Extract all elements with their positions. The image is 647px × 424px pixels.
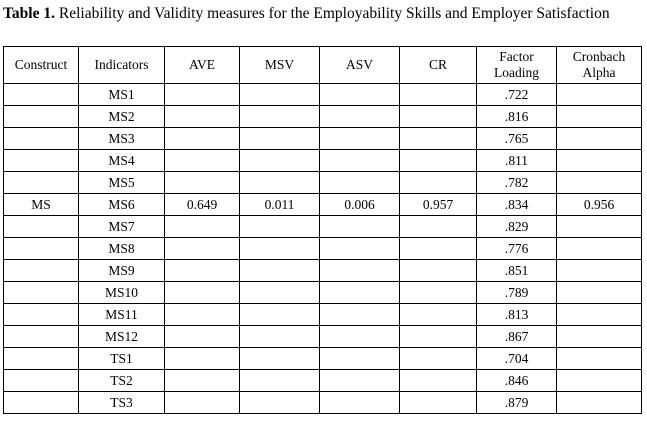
cell-cr <box>400 282 477 304</box>
cell-factor-loading: .867 <box>477 326 557 348</box>
cell-ave <box>165 106 240 128</box>
cell-msv <box>240 370 320 392</box>
cell-ave <box>165 150 240 172</box>
table-row <box>4 84 642 106</box>
cell-construct <box>4 326 79 348</box>
cell-indicator: MS10 <box>79 282 165 304</box>
cell-cr <box>400 304 477 326</box>
cell-cr <box>400 84 477 106</box>
cell-ave <box>165 282 240 304</box>
table-label: Table 1. <box>3 5 55 22</box>
table-title: Reliability and Validity measures for the Employability Skills and Employer Satisfaction <box>54 5 610 22</box>
cell-factor-loading: .851 <box>477 260 557 282</box>
cell-factor-loading: .811 <box>477 150 557 172</box>
cell-factor-loading: .846 <box>477 370 557 392</box>
cell-indicator: MS5 <box>79 172 165 194</box>
cell-cr <box>400 348 477 370</box>
cell-msv <box>240 392 320 414</box>
cell-factor-loading: .829 <box>477 216 557 238</box>
header-asv: ASV <box>320 47 400 84</box>
cell-ave <box>165 304 240 326</box>
cell-construct <box>4 172 79 194</box>
cell-indicator: MS7 <box>79 216 165 238</box>
cell-asv <box>320 150 400 172</box>
reliability-validity-table <box>3 46 642 414</box>
cell-asv <box>320 260 400 282</box>
cell-msv <box>240 150 320 172</box>
cell-cr <box>400 260 477 282</box>
table-row <box>4 194 642 216</box>
cell-msv <box>240 128 320 150</box>
cell-msv <box>240 106 320 128</box>
table-row <box>4 282 642 304</box>
cell-cr <box>400 370 477 392</box>
cell-indicator: TS1 <box>79 348 165 370</box>
cell-factor-loading: .782 <box>477 172 557 194</box>
cell-cronbach-alpha <box>557 238 642 260</box>
cell-msv <box>240 260 320 282</box>
cell-construct <box>4 282 79 304</box>
header-factor-loading-line1: Factor <box>499 49 534 64</box>
cell-cr <box>400 216 477 238</box>
cell-indicator: MS2 <box>79 106 165 128</box>
cell-cronbach-alpha <box>557 304 642 326</box>
cell-cronbach-alpha <box>557 282 642 304</box>
cell-cr <box>400 392 477 414</box>
cell-factor-loading: .834 <box>477 194 557 216</box>
cell-cr <box>400 172 477 194</box>
cell-indicator: MS8 <box>79 238 165 260</box>
cell-factor-loading: .789 <box>477 282 557 304</box>
cell-cronbach-alpha <box>557 106 642 128</box>
cell-cronbach-alpha <box>557 128 642 150</box>
cell-construct <box>4 128 79 150</box>
cell-factor-loading: .765 <box>477 128 557 150</box>
table-row <box>4 238 642 260</box>
cell-asv <box>320 84 400 106</box>
header-msv: MSV <box>240 47 320 84</box>
cell-asv <box>320 238 400 260</box>
cell-asv <box>320 216 400 238</box>
cell-construct <box>4 348 79 370</box>
cell-construct: MS <box>4 194 79 216</box>
cell-construct <box>4 238 79 260</box>
cell-ave <box>165 392 240 414</box>
cell-cronbach-alpha <box>557 348 642 370</box>
table-body <box>4 84 642 414</box>
table-row <box>4 260 642 282</box>
cell-construct <box>4 392 79 414</box>
table-row <box>4 348 642 370</box>
cell-cronbach-alpha <box>557 392 642 414</box>
cell-cronbach-alpha <box>557 216 642 238</box>
header-construct: Construct <box>4 47 79 84</box>
cell-indicator: MS3 <box>79 128 165 150</box>
cell-cr: 0.957 <box>400 194 477 216</box>
header-factor-loading-line2: Loading <box>494 65 539 80</box>
cell-ave <box>165 238 240 260</box>
cell-cr <box>400 326 477 348</box>
table-row <box>4 392 642 414</box>
cell-asv <box>320 348 400 370</box>
cell-asv <box>320 172 400 194</box>
cell-ave <box>165 84 240 106</box>
table-row <box>4 150 642 172</box>
cell-factor-loading: .816 <box>477 106 557 128</box>
table-row <box>4 106 642 128</box>
header-cronbach-alpha <box>557 47 642 84</box>
cell-cronbach-alpha <box>557 172 642 194</box>
cell-cr <box>400 150 477 172</box>
cell-ave <box>165 326 240 348</box>
cell-ave <box>165 216 240 238</box>
cell-asv <box>320 282 400 304</box>
table-row <box>4 128 642 150</box>
cell-cronbach-alpha <box>557 150 642 172</box>
cell-indicator: MS6 <box>79 194 165 216</box>
cell-ave <box>165 348 240 370</box>
cell-ave: 0.649 <box>165 194 240 216</box>
cell-asv: 0.006 <box>320 194 400 216</box>
cell-asv <box>320 106 400 128</box>
cell-msv <box>240 326 320 348</box>
cell-msv <box>240 282 320 304</box>
cell-indicator: TS2 <box>79 370 165 392</box>
cell-ave <box>165 260 240 282</box>
cell-asv <box>320 128 400 150</box>
header-factor-loading <box>477 47 557 84</box>
cell-ave <box>165 370 240 392</box>
cell-indicator: MS12 <box>79 326 165 348</box>
table-row <box>4 370 642 392</box>
header-row <box>4 47 642 84</box>
cell-msv <box>240 304 320 326</box>
table-caption <box>3 4 641 23</box>
cell-indicator: MS11 <box>79 304 165 326</box>
cell-construct <box>4 216 79 238</box>
header-indicators: Indicators <box>79 47 165 84</box>
cell-cronbach-alpha <box>557 260 642 282</box>
cell-msv <box>240 216 320 238</box>
cell-asv <box>320 326 400 348</box>
cell-cr <box>400 128 477 150</box>
cell-construct <box>4 370 79 392</box>
cell-indicator: TS3 <box>79 392 165 414</box>
cell-indicator: MS4 <box>79 150 165 172</box>
cell-construct <box>4 150 79 172</box>
table-row <box>4 216 642 238</box>
cell-construct <box>4 106 79 128</box>
cell-asv <box>320 392 400 414</box>
cell-cr <box>400 238 477 260</box>
cell-factor-loading: .776 <box>477 238 557 260</box>
cell-factor-loading: .813 <box>477 304 557 326</box>
cell-construct <box>4 260 79 282</box>
cell-indicator: MS9 <box>79 260 165 282</box>
cell-ave <box>165 172 240 194</box>
cell-construct <box>4 84 79 106</box>
cell-cr <box>400 106 477 128</box>
header-cronbach-line1: Cronbach <box>572 49 626 64</box>
cell-msv <box>240 238 320 260</box>
header-cr: CR <box>400 47 477 84</box>
cell-indicator: MS1 <box>79 84 165 106</box>
cell-factor-loading: .879 <box>477 392 557 414</box>
header-cronbach-line2: Alpha <box>582 65 616 80</box>
cell-msv: 0.011 <box>240 194 320 216</box>
cell-msv <box>240 84 320 106</box>
table-row <box>4 326 642 348</box>
table-row <box>4 304 642 326</box>
cell-msv <box>240 348 320 370</box>
cell-cronbach-alpha: 0.956 <box>557 194 642 216</box>
cell-cronbach-alpha <box>557 326 642 348</box>
cell-cronbach-alpha <box>557 84 642 106</box>
cell-cronbach-alpha <box>557 370 642 392</box>
cell-asv <box>320 370 400 392</box>
cell-factor-loading: .704 <box>477 348 557 370</box>
cell-ave <box>165 128 240 150</box>
cell-factor-loading: .722 <box>477 84 557 106</box>
cell-asv <box>320 304 400 326</box>
cell-construct <box>4 304 79 326</box>
header-ave: AVE <box>165 47 240 84</box>
cell-msv <box>240 172 320 194</box>
table-row <box>4 172 642 194</box>
